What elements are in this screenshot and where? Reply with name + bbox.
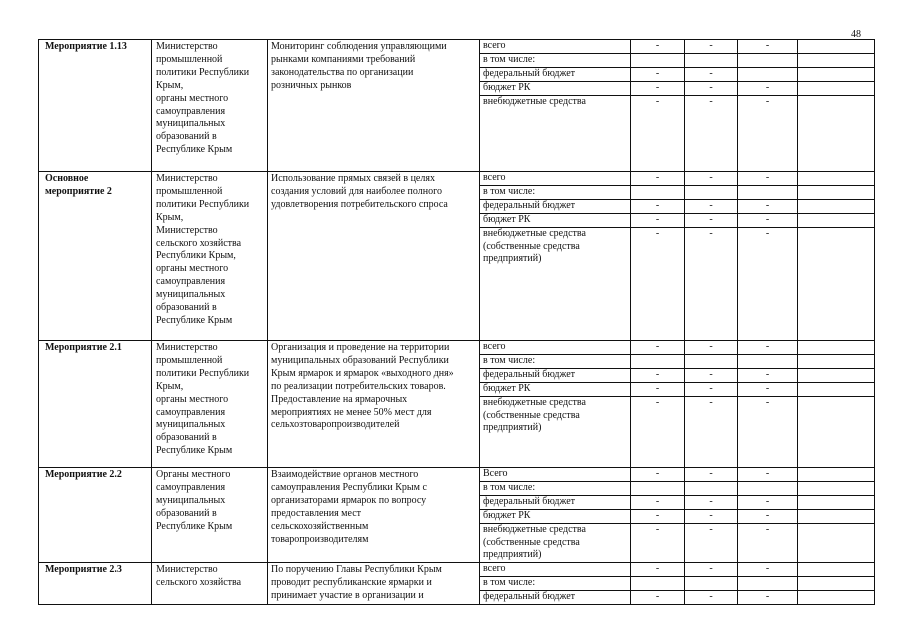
executor-line: самоуправления — [156, 406, 226, 418]
finance-label-line: бюджет РК — [483, 213, 531, 225]
value — [738, 576, 797, 590]
extra-slot — [798, 185, 874, 199]
executor-line: органы местного — [156, 92, 229, 104]
description-line: законодательства по организации — [271, 66, 414, 78]
finance-label-line: всего — [483, 40, 506, 51]
executor-line: органы местного — [156, 263, 229, 275]
value: - — [709, 40, 713, 51]
value-list — [738, 341, 797, 435]
finance-source-list — [480, 468, 630, 562]
extra-list — [798, 563, 874, 604]
finance-label-line: федеральный бюджет — [483, 495, 576, 507]
finance-source — [480, 213, 630, 227]
finance-source-cell — [480, 563, 631, 605]
event-cell — [39, 341, 152, 468]
extra-cell — [798, 341, 875, 468]
finance-label-line: внебюджетные средства — [483, 227, 586, 239]
description-line: организаторами ярмарок по вопросу — [271, 494, 427, 506]
value: - — [738, 368, 797, 382]
value-list — [685, 40, 737, 108]
description-cell — [268, 40, 480, 172]
finance-label-line: внебюджетные средства — [483, 523, 586, 535]
extra-slot — [798, 481, 874, 495]
table-row — [39, 563, 875, 605]
value-list — [738, 172, 797, 266]
extra-slot — [798, 354, 874, 368]
executor-line: промышленной — [156, 53, 223, 65]
program-table — [38, 39, 875, 605]
description-line: мероприятиях не менее 50% мест для — [271, 406, 432, 418]
event-name: Мероприятие 2.2 — [45, 469, 122, 480]
extra-slot — [798, 509, 874, 523]
finance-source-cell — [480, 40, 631, 172]
executor-line: политики Республики — [156, 198, 250, 210]
value: - — [685, 67, 737, 81]
value-cell — [685, 563, 738, 605]
description-line: сельхозтоваропроизводителей — [271, 419, 400, 431]
executor-text — [152, 172, 267, 328]
description-cell — [268, 172, 480, 341]
value-cell — [685, 40, 738, 172]
description-cell — [268, 468, 480, 563]
executor-line: Крым, — [156, 380, 184, 392]
executor-line: муниципальных — [156, 118, 226, 130]
value-cell — [685, 341, 738, 468]
finance-source — [480, 396, 630, 436]
description-line: создания условий для наиболее полного — [271, 185, 442, 197]
value: - — [655, 172, 660, 183]
table-row — [39, 468, 875, 563]
value: - — [738, 590, 797, 604]
value: - — [765, 563, 770, 575]
value: - — [655, 341, 660, 352]
executor-cell — [152, 172, 268, 341]
value: - — [685, 213, 737, 227]
extra-slot — [798, 227, 874, 267]
value — [738, 185, 797, 199]
description-cell — [268, 341, 480, 468]
executor-line: сельского хозяйства — [156, 237, 242, 249]
value — [631, 185, 684, 199]
value: - — [709, 172, 713, 183]
description-line: сельскохозяйственным — [271, 520, 369, 532]
table-row — [39, 40, 875, 172]
extra-slot — [798, 53, 874, 67]
description-line: принимает участие в организации и — [271, 590, 424, 602]
extra-slot — [798, 563, 874, 576]
executor-line: самоуправления — [156, 481, 226, 493]
finance-label-line: бюджет РК — [483, 382, 531, 394]
value-list — [738, 563, 797, 604]
event-name: Мероприятие 2.3 — [45, 564, 122, 576]
event-name: Мероприятие 1.13 — [45, 41, 127, 52]
finance-source-cell — [480, 468, 631, 563]
executor-line: образований в — [156, 432, 217, 444]
executor-cell — [152, 40, 268, 172]
value-list — [685, 172, 737, 266]
value-list — [738, 40, 797, 108]
description-line: Крым ярмарок и ярмарок «выходного дня» — [271, 367, 454, 379]
executor-line: Республики Крым, — [156, 250, 236, 262]
value-list — [738, 468, 797, 562]
executor-line: образований в — [156, 507, 217, 519]
extra-list — [798, 468, 874, 562]
value: - — [685, 382, 737, 396]
finance-source — [480, 67, 630, 81]
value-list — [631, 172, 684, 266]
extra-slot — [798, 341, 874, 354]
value: - — [765, 40, 770, 51]
value: - — [738, 227, 797, 267]
description-line: По поручению Главы Республики Крым — [271, 564, 442, 576]
value-cell — [738, 563, 798, 605]
value-list — [685, 341, 737, 435]
value: - — [709, 341, 713, 352]
finance-source — [480, 509, 630, 523]
finance-source-list — [480, 341, 630, 435]
value: - — [631, 213, 684, 227]
finance-label-line: предприятий) — [483, 549, 542, 561]
table-row — [39, 172, 875, 341]
extra-slot — [798, 396, 874, 436]
extra-slot — [798, 523, 874, 563]
finance-label-line: всего — [483, 172, 506, 183]
value: - — [631, 382, 684, 396]
value: - — [709, 563, 713, 575]
extra-slot — [798, 368, 874, 382]
value: - — [738, 382, 797, 396]
finance-source-list — [480, 172, 630, 266]
finance-source — [480, 81, 630, 95]
extra-slot — [798, 382, 874, 396]
executor-line: Министерство — [156, 564, 218, 576]
finance-source-cell — [480, 341, 631, 468]
description-text — [268, 563, 479, 603]
value: - — [685, 523, 737, 563]
extra-cell — [798, 563, 875, 605]
value: - — [685, 396, 737, 436]
extra-list — [798, 172, 874, 266]
value-list — [631, 468, 684, 562]
executor-line: Республике Крым — [156, 520, 233, 532]
value: - — [685, 509, 737, 523]
finance-source — [480, 199, 630, 213]
finance-source — [480, 481, 630, 495]
value: - — [738, 81, 797, 95]
description-line: Организация и проведение на территории — [271, 342, 450, 353]
event-cell — [39, 468, 152, 563]
executor-line: политики Республики — [156, 367, 250, 379]
value: - — [685, 95, 737, 109]
extra-slot — [798, 468, 874, 481]
value: - — [685, 199, 737, 213]
executor-line: Органы местного — [156, 469, 231, 480]
page-number: 48 — [851, 29, 861, 40]
executor-line: Министерство — [156, 342, 218, 353]
extra-cell — [798, 172, 875, 341]
description-line: самоуправления Республики Крым с — [271, 481, 427, 493]
executor-line: муниципальных — [156, 419, 226, 431]
value: - — [631, 509, 684, 523]
extra-slot — [798, 67, 874, 81]
event-cell — [39, 172, 152, 341]
value: - — [631, 523, 684, 563]
executor-line: промышленной — [156, 354, 223, 366]
value-cell — [685, 468, 738, 563]
value — [738, 481, 797, 495]
value-cell — [738, 40, 798, 172]
finance-label-line: бюджет РК — [483, 81, 531, 93]
value — [738, 53, 797, 67]
value — [685, 185, 737, 199]
finance-source — [480, 468, 630, 481]
value-list — [685, 563, 737, 604]
executor-line: промышленной — [156, 185, 223, 197]
extra-slot — [798, 213, 874, 227]
finance-label-line: (собственные средства — [483, 409, 580, 421]
value-list — [631, 563, 684, 604]
finance-label-line: Всего — [483, 468, 508, 479]
extra-cell — [798, 40, 875, 172]
extra-slot — [798, 495, 874, 509]
description-line: по реализации потребительских товаров. — [271, 380, 446, 392]
executor-text — [152, 468, 267, 534]
value — [738, 354, 797, 368]
description-text — [268, 172, 479, 212]
description-line: рынками компаниями требований — [271, 53, 416, 65]
value: - — [631, 495, 684, 509]
executor-line: Республике Крым — [156, 445, 233, 457]
finance-source — [480, 172, 630, 185]
executor-line: муниципальных — [156, 289, 226, 301]
executor-line: образований в — [156, 302, 217, 314]
description-line: Мониторинг соблюдения управляющими — [271, 41, 447, 52]
event-cell — [39, 40, 152, 172]
executor-line: Республике Крым — [156, 314, 233, 326]
value — [685, 576, 737, 590]
finance-source — [480, 563, 630, 576]
description-line: розничных рынков — [271, 79, 352, 91]
event-name: Мероприятие 2.1 — [45, 342, 122, 353]
extra-slot — [798, 40, 874, 53]
finance-source-cell — [480, 172, 631, 341]
finance-label-line: в том числе: — [483, 481, 536, 493]
finance-label-line: внебюджетные средства — [483, 396, 586, 408]
finance-label-line: предприятий) — [483, 422, 542, 434]
finance-source — [480, 495, 630, 509]
executor-line: Крым, — [156, 79, 184, 91]
value-cell — [631, 563, 685, 605]
finance-label-line: всего — [483, 341, 506, 352]
finance-label-line: внебюджетные средства — [483, 95, 586, 107]
value: - — [631, 396, 684, 436]
executor-line: политики Республики — [156, 66, 250, 78]
executor-line: органы местного — [156, 393, 229, 405]
finance-source — [480, 185, 630, 199]
finance-label-line: в том числе: — [483, 354, 536, 366]
executor-text — [152, 40, 267, 157]
finance-label-line: в том числе: — [483, 185, 536, 197]
finance-label-line: (собственные средства — [483, 536, 580, 548]
description-line: Взаимодействие органов местного — [271, 469, 419, 480]
finance-label-line: всего — [483, 563, 506, 575]
finance-source — [480, 576, 630, 590]
value: - — [655, 40, 660, 51]
extra-slot — [798, 590, 874, 604]
finance-source — [480, 382, 630, 396]
value-list — [631, 40, 684, 108]
finance-source-list — [480, 563, 630, 604]
value: - — [631, 227, 684, 267]
value-list — [685, 468, 737, 562]
value: - — [738, 199, 797, 213]
extra-slot — [798, 172, 874, 185]
finance-label-line: федеральный бюджет — [483, 591, 576, 603]
finance-label-line: бюджет РК — [483, 509, 531, 521]
extra-slot — [798, 81, 874, 95]
value: - — [765, 172, 770, 183]
extra-list — [798, 40, 874, 108]
value-cell — [631, 468, 685, 563]
value — [631, 354, 684, 368]
value: - — [631, 590, 684, 604]
description-text — [268, 40, 479, 93]
extra-slot — [798, 95, 874, 109]
finance-label-line: (собственные средства — [483, 240, 580, 252]
executor-line: муниципальных — [156, 494, 226, 506]
value: - — [631, 81, 684, 95]
value: - — [709, 468, 713, 479]
finance-label-line: федеральный бюджет — [483, 199, 576, 211]
value: - — [685, 368, 737, 382]
value — [631, 481, 684, 495]
finance-source — [480, 354, 630, 368]
value: - — [738, 213, 797, 227]
executor-cell — [152, 468, 268, 563]
description-text — [268, 341, 479, 432]
table-row — [39, 341, 875, 468]
value — [631, 53, 684, 67]
extra-cell — [798, 468, 875, 563]
description-line: товаропроизводителям — [271, 533, 369, 545]
value: - — [685, 495, 737, 509]
finance-source — [480, 341, 630, 354]
finance-source — [480, 368, 630, 382]
finance-source — [480, 227, 630, 267]
description-line: Предоставление на ярмарочных — [271, 393, 408, 405]
value: - — [765, 468, 770, 479]
value: - — [655, 468, 660, 479]
finance-source-list — [480, 40, 630, 109]
executor-line: Министерство — [156, 224, 218, 236]
extra-slot — [798, 576, 874, 590]
value: - — [631, 368, 684, 382]
finance-source — [480, 590, 630, 604]
executor-cell — [152, 341, 268, 468]
value: - — [685, 227, 737, 267]
executor-text — [152, 563, 267, 590]
event-name: Основное мероприятие 2 — [45, 173, 112, 197]
value-cell — [685, 172, 738, 341]
finance-label-line: федеральный бюджет — [483, 67, 576, 79]
executor-line: Министерство — [156, 173, 218, 184]
executor-line: самоуправления — [156, 105, 226, 117]
value-list — [631, 341, 684, 435]
value: - — [631, 199, 684, 213]
finance-source — [480, 523, 630, 563]
value: - — [738, 523, 797, 563]
value: - — [655, 563, 660, 575]
value: - — [738, 509, 797, 523]
value-cell — [631, 40, 685, 172]
value — [738, 67, 797, 81]
finance-source — [480, 40, 630, 53]
executor-line: Крым, — [156, 211, 184, 223]
value — [685, 354, 737, 368]
description-line: муниципальных образований Республики — [271, 354, 449, 366]
description-line: Использование прямых связей в целях — [271, 173, 435, 184]
value-cell — [738, 468, 798, 563]
value-cell — [631, 341, 685, 468]
description-line: удовлетворения потребительского спроса — [271, 198, 448, 210]
finance-label-line: в том числе: — [483, 53, 536, 65]
finance-label-line: предприятий) — [483, 253, 542, 265]
value: - — [631, 67, 684, 81]
value: - — [631, 95, 684, 109]
value — [631, 576, 684, 590]
event-cell — [39, 563, 152, 605]
executor-line: Республике Крым — [156, 144, 233, 156]
value: - — [685, 81, 737, 95]
executor-line: сельского хозяйства — [156, 577, 242, 589]
description-cell — [268, 563, 480, 605]
value — [685, 481, 737, 495]
finance-label-line: федеральный бюджет — [483, 368, 576, 380]
value-cell — [631, 172, 685, 341]
finance-label-line: в том числе: — [483, 577, 536, 589]
value: - — [738, 396, 797, 436]
description-line: предоставления мест — [271, 507, 362, 519]
finance-source — [480, 53, 630, 67]
value-cell — [738, 341, 798, 468]
executor-line: самоуправления — [156, 276, 226, 288]
value-cell — [738, 172, 798, 341]
description-text — [268, 468, 479, 546]
extra-slot — [798, 199, 874, 213]
executor-cell — [152, 563, 268, 605]
executor-line: образований в — [156, 131, 217, 143]
value: - — [765, 341, 770, 352]
finance-source — [480, 95, 630, 109]
extra-list — [798, 341, 874, 435]
description-line: проводит республиканские ярмарки и — [271, 577, 432, 589]
executor-line: Министерство — [156, 41, 218, 52]
value: - — [738, 95, 797, 109]
executor-text — [152, 341, 267, 458]
value: - — [738, 495, 797, 509]
value: - — [685, 590, 737, 604]
value — [685, 53, 737, 67]
